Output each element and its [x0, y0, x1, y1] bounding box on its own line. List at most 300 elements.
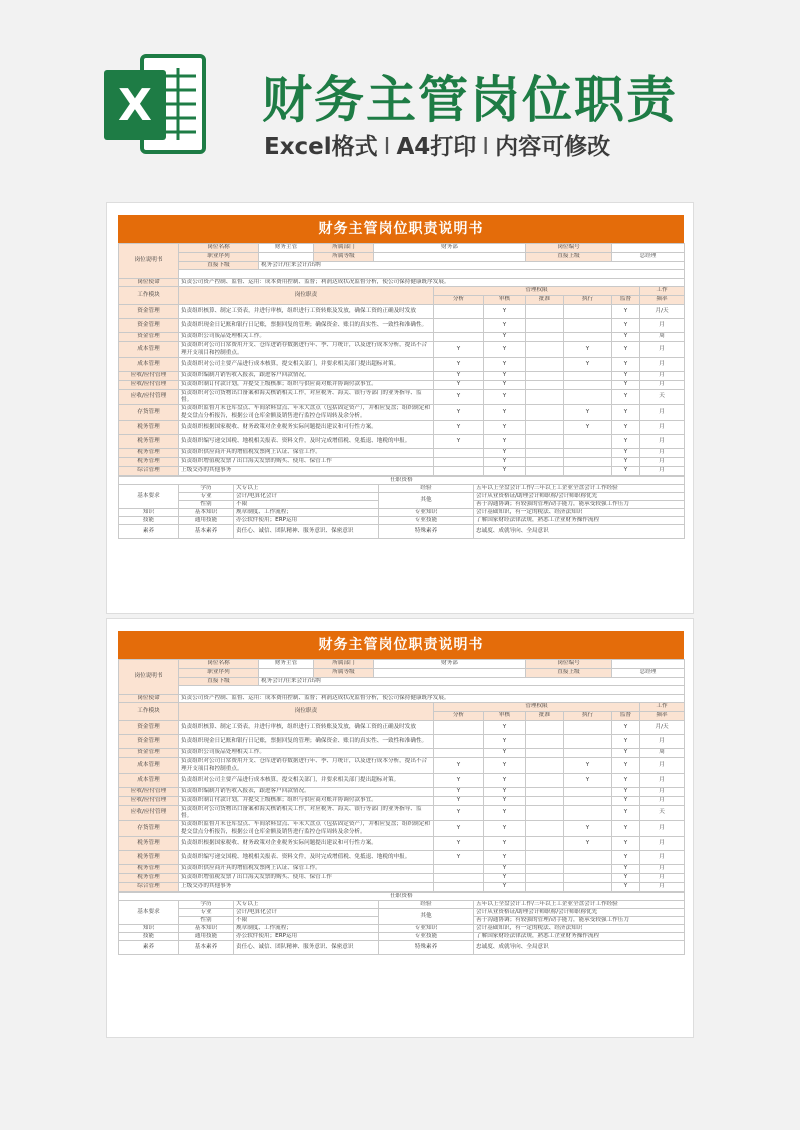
dept-value: 财务部 — [374, 660, 526, 669]
duty-row — [119, 333, 685, 342]
requirements-table — [118, 476, 685, 539]
duty-table — [118, 659, 685, 892]
duty-module: 应收/应付管理 — [119, 372, 179, 381]
subtitle-edit: 内容可修改 — [495, 134, 611, 160]
duty-row — [119, 467, 685, 476]
analyse-mark — [434, 883, 484, 892]
approve-mark — [526, 458, 564, 467]
grade-value — [374, 252, 526, 261]
analyse-mark — [434, 449, 484, 458]
pro-knowledge-label: 专业知识 — [379, 508, 474, 516]
req-title: 任职资格 — [119, 476, 685, 484]
section-label: 岗位说明书 — [119, 660, 179, 695]
duty-row — [119, 837, 685, 851]
execute-mark: Y — [564, 757, 612, 774]
execute-mark — [564, 449, 612, 458]
duty-module: 税务管理 — [119, 421, 179, 435]
duty-text: 负责组织根据国家税收、财务政策对企业税务实际问题提出建议和可行性方案。 — [179, 421, 434, 435]
post-name-label: 岗位名称 — [179, 244, 259, 253]
duty-head: 岗位职责 — [179, 287, 434, 305]
duty-table — [118, 243, 685, 476]
supervise-mark: Y — [612, 458, 640, 467]
duty-row — [119, 381, 685, 390]
gender-label: 性别 — [179, 500, 234, 508]
analyse-mark: Y — [434, 404, 484, 421]
supervise-mark: Y — [612, 883, 640, 892]
duty-row — [119, 389, 685, 404]
duty-text: 负责组织增值税发票 / 出口海关发票的购买、使用、保管工作 — [179, 874, 434, 883]
supervise-mark: Y — [612, 319, 640, 333]
review-mark: Y — [484, 820, 526, 837]
freq-value: 月 — [640, 467, 685, 476]
analyse-mark — [434, 721, 484, 735]
duty-text: 负责组织编制月销售收入报表，跟进客户回款情况。 — [179, 372, 434, 381]
duty-row — [119, 788, 685, 797]
execute-mark: Y — [564, 404, 612, 421]
seq-label: 职业序列 — [179, 668, 259, 677]
approve-mark — [526, 721, 564, 735]
job-description-sheet — [118, 215, 684, 539]
supervise-mark: Y — [612, 805, 640, 820]
approve-mark — [526, 865, 564, 874]
freq-value: 月 — [640, 883, 685, 892]
work-head: 工作 — [640, 703, 685, 712]
freq-value: 月 — [640, 788, 685, 797]
approve-mark — [526, 883, 564, 892]
freq-value: 月/天 — [640, 721, 685, 735]
approve-mark — [526, 735, 564, 749]
approve-mark — [526, 874, 564, 883]
duty-row — [119, 749, 685, 758]
other-value-2: 善于沟通协调；有较强的管理/动手能力，能承受较强工作压力 — [474, 916, 685, 924]
execute-mark — [564, 305, 612, 319]
freq-value: 月 — [640, 797, 685, 806]
basic-quality-value: 责任心、诚信、团队精神、服务意识、保密意识 — [234, 524, 379, 538]
approve-mark — [526, 305, 564, 319]
sheet-preview-2 — [106, 618, 694, 1038]
duty-row — [119, 319, 685, 333]
freq-value: 月 — [640, 774, 685, 788]
review-mark: Y — [484, 319, 526, 333]
exp-value: 五年以上全盘会计工作/三年以上工企业全盘会计工作经验 — [474, 900, 685, 908]
analyse-mark: Y — [434, 851, 484, 865]
analyse-mark — [434, 319, 484, 333]
approve-head: 批准 — [526, 712, 564, 721]
supervise-mark: Y — [612, 874, 640, 883]
dept-value: 财务部 — [374, 244, 526, 253]
approve-mark — [526, 421, 564, 435]
post-name-label: 岗位名称 — [179, 660, 259, 669]
duty-module: 税务管理 — [119, 874, 179, 883]
duty-module: 成本管理 — [119, 757, 179, 774]
duty-row — [119, 449, 685, 458]
basic-quality-label: 基本素养 — [179, 524, 234, 538]
authority-head: 管理权限 — [434, 287, 640, 296]
excel-logo-icon — [100, 50, 210, 160]
supervise-mark: Y — [612, 788, 640, 797]
execute-mark — [564, 319, 612, 333]
duty-text: 负责组织对公司主要产品进行成本核算，提交相关部门，并要求相关部门提出超标对策。 — [179, 358, 434, 372]
execute-mark — [564, 805, 612, 820]
execute-mark: Y — [564, 421, 612, 435]
grade-label: 所属等级 — [314, 668, 374, 677]
post-name-value: 财务主管 — [259, 244, 314, 253]
analyse-mark — [434, 305, 484, 319]
review-head: 审核 — [484, 712, 526, 721]
duty-module: 成本管理 — [119, 358, 179, 372]
execute-mark — [564, 467, 612, 476]
spacer-row — [179, 270, 685, 278]
duty-module: 应收/应付管理 — [119, 805, 179, 820]
basic-label: 基本要求 — [119, 484, 179, 508]
approve-mark — [526, 820, 564, 837]
analyse-head: 分析 — [434, 712, 484, 721]
general-skill-label: 通用技能 — [179, 516, 234, 524]
duty-text: 负责组织编制月销售收入报表，跟进客户回款情况。 — [179, 788, 434, 797]
mission-text: 负责公司资产控制、监督、运用：成本费用控制、监督；利润达成状况监督分析，使公司保持健康既序发展。 — [179, 278, 685, 287]
other-label: 其他 — [379, 908, 474, 924]
execute-mark: Y — [564, 341, 612, 358]
execute-mark — [564, 874, 612, 883]
general-skill-value: 办公软件使用；ERP运用 — [234, 516, 379, 524]
page-subtitle — [264, 128, 610, 161]
edu-label: 学历 — [179, 484, 234, 492]
job-description-sheet — [118, 631, 684, 955]
approve-mark — [526, 449, 564, 458]
major-value: 会计/电算化会计 — [234, 908, 379, 916]
section-label: 岗位说明书 — [119, 244, 179, 279]
page-title: 财务主管岗位职责 — [262, 71, 678, 129]
dept-label: 所属部门 — [314, 244, 374, 253]
grade-label: 所属等级 — [314, 252, 374, 261]
freq-value: 月 — [640, 458, 685, 467]
duty-text: 上级交办的其他事务 — [179, 467, 434, 476]
skill-label: 技能 — [119, 932, 179, 940]
analyse-mark: Y — [434, 797, 484, 806]
exp-value: 五年以上全盘会计工作/三年以上工企业全盘会计工作经验 — [474, 484, 685, 492]
freq-value: 月/天 — [640, 305, 685, 319]
analyse-mark: Y — [434, 435, 484, 449]
banner — [0, 0, 800, 200]
review-mark: Y — [484, 721, 526, 735]
duty-row — [119, 774, 685, 788]
superior-value: 总经理 — [612, 668, 685, 677]
duty-module: 成本管理 — [119, 341, 179, 358]
authority-head: 管理权限 — [434, 703, 640, 712]
execute-mark — [564, 797, 612, 806]
major-label: 专业 — [179, 908, 234, 916]
duty-row — [119, 883, 685, 892]
analyse-mark: Y — [434, 774, 484, 788]
analyse-mark — [434, 874, 484, 883]
spacer-row — [179, 686, 685, 694]
basic-knowledge-label: 基本知识 — [179, 924, 234, 932]
seq-value — [259, 252, 314, 261]
approve-mark — [526, 341, 564, 358]
duty-text: 负责组织根据国家税收、财务政策对企业税务实际问题提出建议和可行性方案。 — [179, 837, 434, 851]
duty-module: 税务管理 — [119, 851, 179, 865]
review-mark: Y — [484, 774, 526, 788]
pro-knowledge-value: 会计基础知识，有一定的税法、经济法知识 — [474, 924, 685, 932]
duty-module: 成本管理 — [119, 774, 179, 788]
analyse-mark — [434, 749, 484, 758]
supervise-mark: Y — [612, 721, 640, 735]
review-head: 审核 — [484, 296, 526, 305]
execute-mark — [564, 721, 612, 735]
requirements-table — [118, 892, 685, 955]
mission-label: 岗位使命 — [119, 694, 179, 703]
freq-value: 月 — [640, 372, 685, 381]
duty-module: 存货管理 — [119, 820, 179, 837]
review-mark: Y — [484, 757, 526, 774]
duty-module: 资金管理 — [119, 735, 179, 749]
freq-value: 周 — [640, 333, 685, 342]
req-title: 任职资格 — [119, 892, 685, 900]
duty-module: 综合管理 — [119, 883, 179, 892]
approve-mark — [526, 749, 564, 758]
gender-value: 不限 — [234, 916, 379, 924]
other-value-2: 善于沟通协调；有较强的管理/动手能力，能承受较强工作压力 — [474, 500, 685, 508]
review-mark: Y — [484, 458, 526, 467]
review-mark: Y — [484, 404, 526, 421]
subtitle-format: Excel格式 — [264, 134, 378, 160]
duty-row — [119, 305, 685, 319]
analyse-mark: Y — [434, 389, 484, 404]
analyse-mark: Y — [434, 421, 484, 435]
duty-row — [119, 865, 685, 874]
supervise-head: 监督 — [612, 296, 640, 305]
knowledge-label: 知识 — [119, 508, 179, 516]
review-mark: Y — [484, 883, 526, 892]
sheet-title: 财务主管岗位职责说明书 — [118, 215, 684, 243]
duty-text: 负责组织监督月末仓库盘点、车间余料盘点、年末大盘点（包括固定资产），并相应复盘；组织制定和提交盘点分析报告，根据公司仓库金额及销售进行监控仓库周转及余分析。 — [179, 404, 434, 421]
supervise-mark: Y — [612, 865, 640, 874]
subtitle-sep: I — [482, 134, 490, 160]
execute-mark — [564, 788, 612, 797]
review-mark: Y — [484, 788, 526, 797]
review-mark: Y — [484, 358, 526, 372]
module-head: 工作模块 — [119, 703, 179, 721]
exp-label: 经验 — [379, 484, 474, 492]
approve-mark — [526, 358, 564, 372]
review-mark: Y — [484, 851, 526, 865]
post-name-value: 财务主管 — [259, 660, 314, 669]
duty-text: 负责组织对公司日常费用开支、仓库进销存数据进行年、季、月统计，以及进行成本分析，提出不合理开支项目和控制重点。 — [179, 341, 434, 358]
duty-module: 税务管理 — [119, 435, 179, 449]
execute-mark — [564, 389, 612, 404]
exp-label: 经验 — [379, 900, 474, 908]
analyse-mark: Y — [434, 358, 484, 372]
basic-knowledge-label: 基本知识 — [179, 508, 234, 516]
duty-text: 负责组织公司废品处理相关工作。 — [179, 749, 434, 758]
freq-value: 月 — [640, 837, 685, 851]
execute-mark — [564, 333, 612, 342]
review-mark: Y — [484, 749, 526, 758]
approve-mark — [526, 435, 564, 449]
freq-value: 月 — [640, 381, 685, 390]
basic-knowledge-value: 规章制度、工作流程； — [234, 508, 379, 516]
supervise-mark: Y — [612, 749, 640, 758]
execute-head: 执行 — [564, 296, 612, 305]
duty-row — [119, 404, 685, 421]
duty-module: 税务管理 — [119, 837, 179, 851]
duty-module: 综合管理 — [119, 467, 179, 476]
general-skill-value: 办公软件使用；ERP运用 — [234, 932, 379, 940]
approve-mark — [526, 404, 564, 421]
supervise-mark: Y — [612, 757, 640, 774]
supervise-mark: Y — [612, 449, 640, 458]
freq-value: 月 — [640, 404, 685, 421]
supervise-mark: Y — [612, 389, 640, 404]
duty-row — [119, 851, 685, 865]
analyse-mark: Y — [434, 372, 484, 381]
pro-skill-label: 专业技能 — [379, 516, 474, 524]
supervise-mark: Y — [612, 820, 640, 837]
post-no-label: 岗位编号 — [526, 660, 612, 669]
seq-label: 职业序列 — [179, 252, 259, 261]
analyse-mark — [434, 865, 484, 874]
review-mark: Y — [484, 837, 526, 851]
duty-text: 负责组织核算、制定工资表，并进行审核，组织进行工资转账及发放，确保工资的正确及时发放 — [179, 721, 434, 735]
duty-module: 资金管理 — [119, 749, 179, 758]
freq-value: 天 — [640, 805, 685, 820]
freq-head: 频率 — [640, 712, 685, 721]
freq-value: 月 — [640, 735, 685, 749]
execute-mark — [564, 458, 612, 467]
pro-skill-label: 专业技能 — [379, 932, 474, 940]
duty-module: 应收/应付管理 — [119, 381, 179, 390]
quality-label: 素养 — [119, 524, 179, 538]
analyse-mark — [434, 467, 484, 476]
review-mark: Y — [484, 797, 526, 806]
approve-mark — [526, 797, 564, 806]
analyse-mark: Y — [434, 837, 484, 851]
duty-text: 负责组织制订付款计划，并提交上级核准；组织与供应商对账并协调付款事宜。 — [179, 381, 434, 390]
approve-mark — [526, 805, 564, 820]
mission-text: 负责公司资产控制、监督、运用：成本费用控制、监督；利润达成状况监督分析，使公司保持健康既序发展。 — [179, 694, 685, 703]
freq-value: 月 — [640, 435, 685, 449]
mission-label: 岗位使命 — [119, 278, 179, 287]
freq-value: 月 — [640, 757, 685, 774]
review-mark: Y — [484, 333, 526, 342]
duty-row — [119, 372, 685, 381]
pro-knowledge-label: 专业知识 — [379, 924, 474, 932]
grade-value — [374, 668, 526, 677]
duty-module: 税务管理 — [119, 449, 179, 458]
duty-module: 应收/应付管理 — [119, 389, 179, 404]
duty-text: 负责组织对公司货物出口备案和海关核销相关工作，对应税务、海关、银行等部门的业务指导、监督。 — [179, 805, 434, 820]
duty-text: 负责组织现金日记账和银行日记账，票据回复的管理；确保资金、账目的真实性、一致性和准确性。 — [179, 735, 434, 749]
other-value-1: 会计从业资格证/助理会计师职称/会计师职称优先 — [474, 908, 685, 916]
post-no-label: 岗位编号 — [526, 244, 612, 253]
approve-mark — [526, 467, 564, 476]
duty-text: 负责组织现金日记账和银行日记账，票据回复的管理；确保资金、账目的真实性、一致性和准确性。 — [179, 319, 434, 333]
execute-mark — [564, 435, 612, 449]
freq-value: 月 — [640, 449, 685, 458]
duty-module: 税务管理 — [119, 458, 179, 467]
duty-row — [119, 874, 685, 883]
supervise-mark: Y — [612, 358, 640, 372]
post-no-value — [612, 244, 685, 253]
supervise-mark: Y — [612, 435, 640, 449]
duty-text: 负责组织监督月末仓库盘点、车间余料盘点、年末大盘点（包括固定资产），并相应复盘；组织制定和提交盘点分析报告，根据公司仓库金额及销售进行监控仓库周转及余分析。 — [179, 820, 434, 837]
pro-skill-value: 了解国家财经法律法规，熟悉工企业财务操作流程 — [474, 932, 685, 940]
freq-head: 频率 — [640, 296, 685, 305]
major-label: 专业 — [179, 492, 234, 500]
freq-value: 月 — [640, 319, 685, 333]
supervise-mark: Y — [612, 404, 640, 421]
basic-quality-label: 基本素养 — [179, 940, 234, 954]
special-quality-label: 特殊素养 — [379, 524, 474, 538]
duty-module: 资金管理 — [119, 333, 179, 342]
duty-row — [119, 735, 685, 749]
supervise-mark: Y — [612, 735, 640, 749]
other-value-1: 会计从业资格证/助理会计师职称/会计师职称优先 — [474, 492, 685, 500]
duty-row — [119, 435, 685, 449]
execute-mark — [564, 749, 612, 758]
supervise-mark: Y — [612, 797, 640, 806]
supervise-mark: Y — [612, 467, 640, 476]
analyse-mark: Y — [434, 805, 484, 820]
other-label: 其他 — [379, 492, 474, 508]
sheet-title: 财务主管岗位职责说明书 — [118, 631, 684, 659]
approve-head: 批准 — [526, 296, 564, 305]
analyse-mark — [434, 735, 484, 749]
execute-mark: Y — [564, 358, 612, 372]
execute-mark — [564, 381, 612, 390]
analyse-mark: Y — [434, 381, 484, 390]
supervise-mark: Y — [612, 341, 640, 358]
duty-module: 资金管理 — [119, 721, 179, 735]
duty-text: 负责组织核算、制定工资表，并进行审核，组织进行工资转账及发放，确保工资的正确及时发放 — [179, 305, 434, 319]
subtitle-sep: I — [383, 134, 391, 160]
approve-mark — [526, 372, 564, 381]
edu-value: 大专以上 — [234, 484, 379, 492]
analyse-mark — [434, 458, 484, 467]
review-mark: Y — [484, 372, 526, 381]
freq-value: 月 — [640, 865, 685, 874]
duty-text: 负责组织供应商开具的增值税发票网上认证、保管工作。 — [179, 449, 434, 458]
approve-mark — [526, 757, 564, 774]
review-mark: Y — [484, 341, 526, 358]
sub-value: 税务会计/往来会计/出纳 — [259, 261, 685, 270]
analyse-mark: Y — [434, 341, 484, 358]
freq-value: 周 — [640, 749, 685, 758]
edu-value: 大专以上 — [234, 900, 379, 908]
review-mark: Y — [484, 305, 526, 319]
duty-row — [119, 458, 685, 467]
analyse-mark: Y — [434, 820, 484, 837]
post-no-value — [612, 660, 685, 669]
review-mark: Y — [484, 449, 526, 458]
execute-mark — [564, 865, 612, 874]
duty-module: 税务管理 — [119, 865, 179, 874]
duty-row — [119, 358, 685, 372]
gender-label: 性别 — [179, 916, 234, 924]
duty-row — [119, 421, 685, 435]
basic-knowledge-value: 规章制度、工作流程； — [234, 924, 379, 932]
quality-label: 素养 — [119, 940, 179, 954]
duty-module: 应收/应付管理 — [119, 788, 179, 797]
special-quality-value: 忠诚度、成就导向、全局意识 — [474, 940, 685, 954]
review-mark: Y — [484, 389, 526, 404]
freq-value: 月 — [640, 341, 685, 358]
approve-mark — [526, 333, 564, 342]
sheet-preview-1 — [106, 202, 694, 614]
subtitle-print: A4打印 — [396, 134, 477, 160]
approve-mark — [526, 837, 564, 851]
approve-mark — [526, 319, 564, 333]
